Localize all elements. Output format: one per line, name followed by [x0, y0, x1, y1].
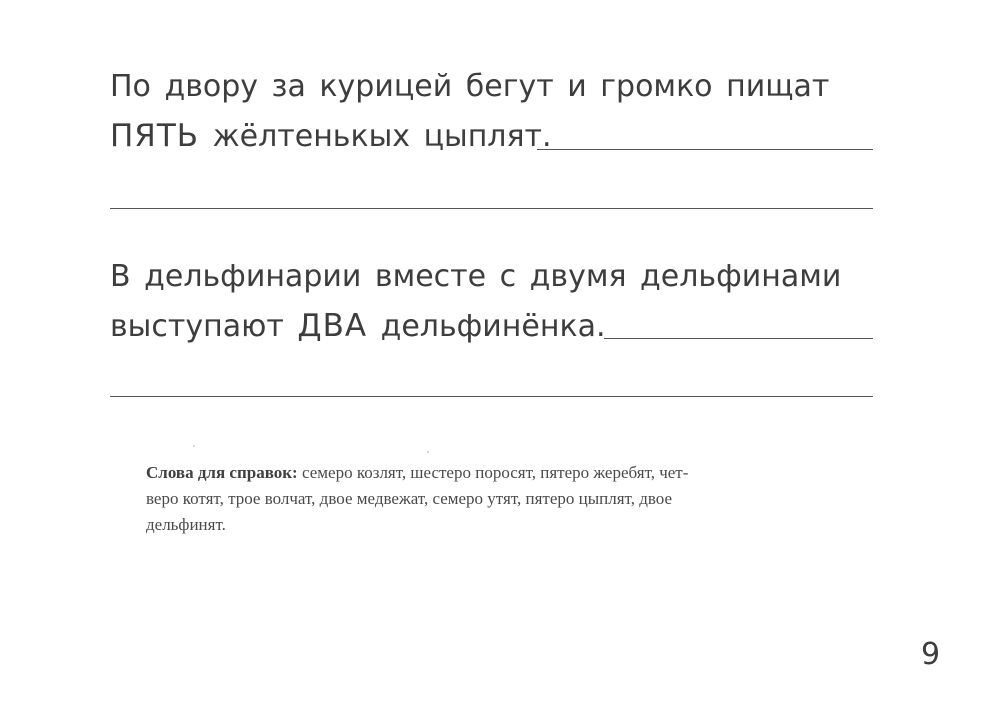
- reference-line-2: веро котят, трое волчат, двое медвежат, семеро утят, пятеро цыплят, двое: [146, 489, 673, 508]
- answer-line-1a[interactable]: [537, 149, 873, 150]
- reference-line-3: дельфинят.: [146, 515, 226, 534]
- exercise-1-line-2: [110, 118, 552, 154]
- exercise-1-line-1: По двору за курицей бегут и громко пищат: [110, 69, 830, 104]
- exercise-2-line-1: В дельфинарии вместе с двумя дельфинами: [110, 259, 842, 294]
- exercise-1-line-2-rest: жёлтенькых цыплят.: [199, 119, 552, 154]
- reference-line-1-text: семеро козлят, шестеро поросят, пятеро жеребят, чет-: [301, 463, 689, 482]
- reference-label: Слова для справок:: [146, 463, 298, 482]
- exercise-2-line-2: [110, 308, 606, 344]
- scan-speck: [427, 451, 429, 453]
- exercise-2-line-2-rest: дельфинёнка.: [367, 309, 606, 344]
- answer-line-2b[interactable]: [110, 396, 873, 397]
- answer-line-1b[interactable]: [110, 208, 873, 209]
- reference-line-1: [146, 460, 874, 486]
- exercise-1-number-word: ПЯТЬ: [110, 118, 200, 154]
- scan-speck: [193, 445, 195, 447]
- reference-words-block: [146, 460, 874, 538]
- page-number: 9: [921, 637, 941, 672]
- exercise-2-line-2-pre: выступают: [110, 309, 298, 344]
- answer-line-2a[interactable]: [604, 338, 873, 339]
- exercise-2-number-word: ДВА: [297, 308, 368, 344]
